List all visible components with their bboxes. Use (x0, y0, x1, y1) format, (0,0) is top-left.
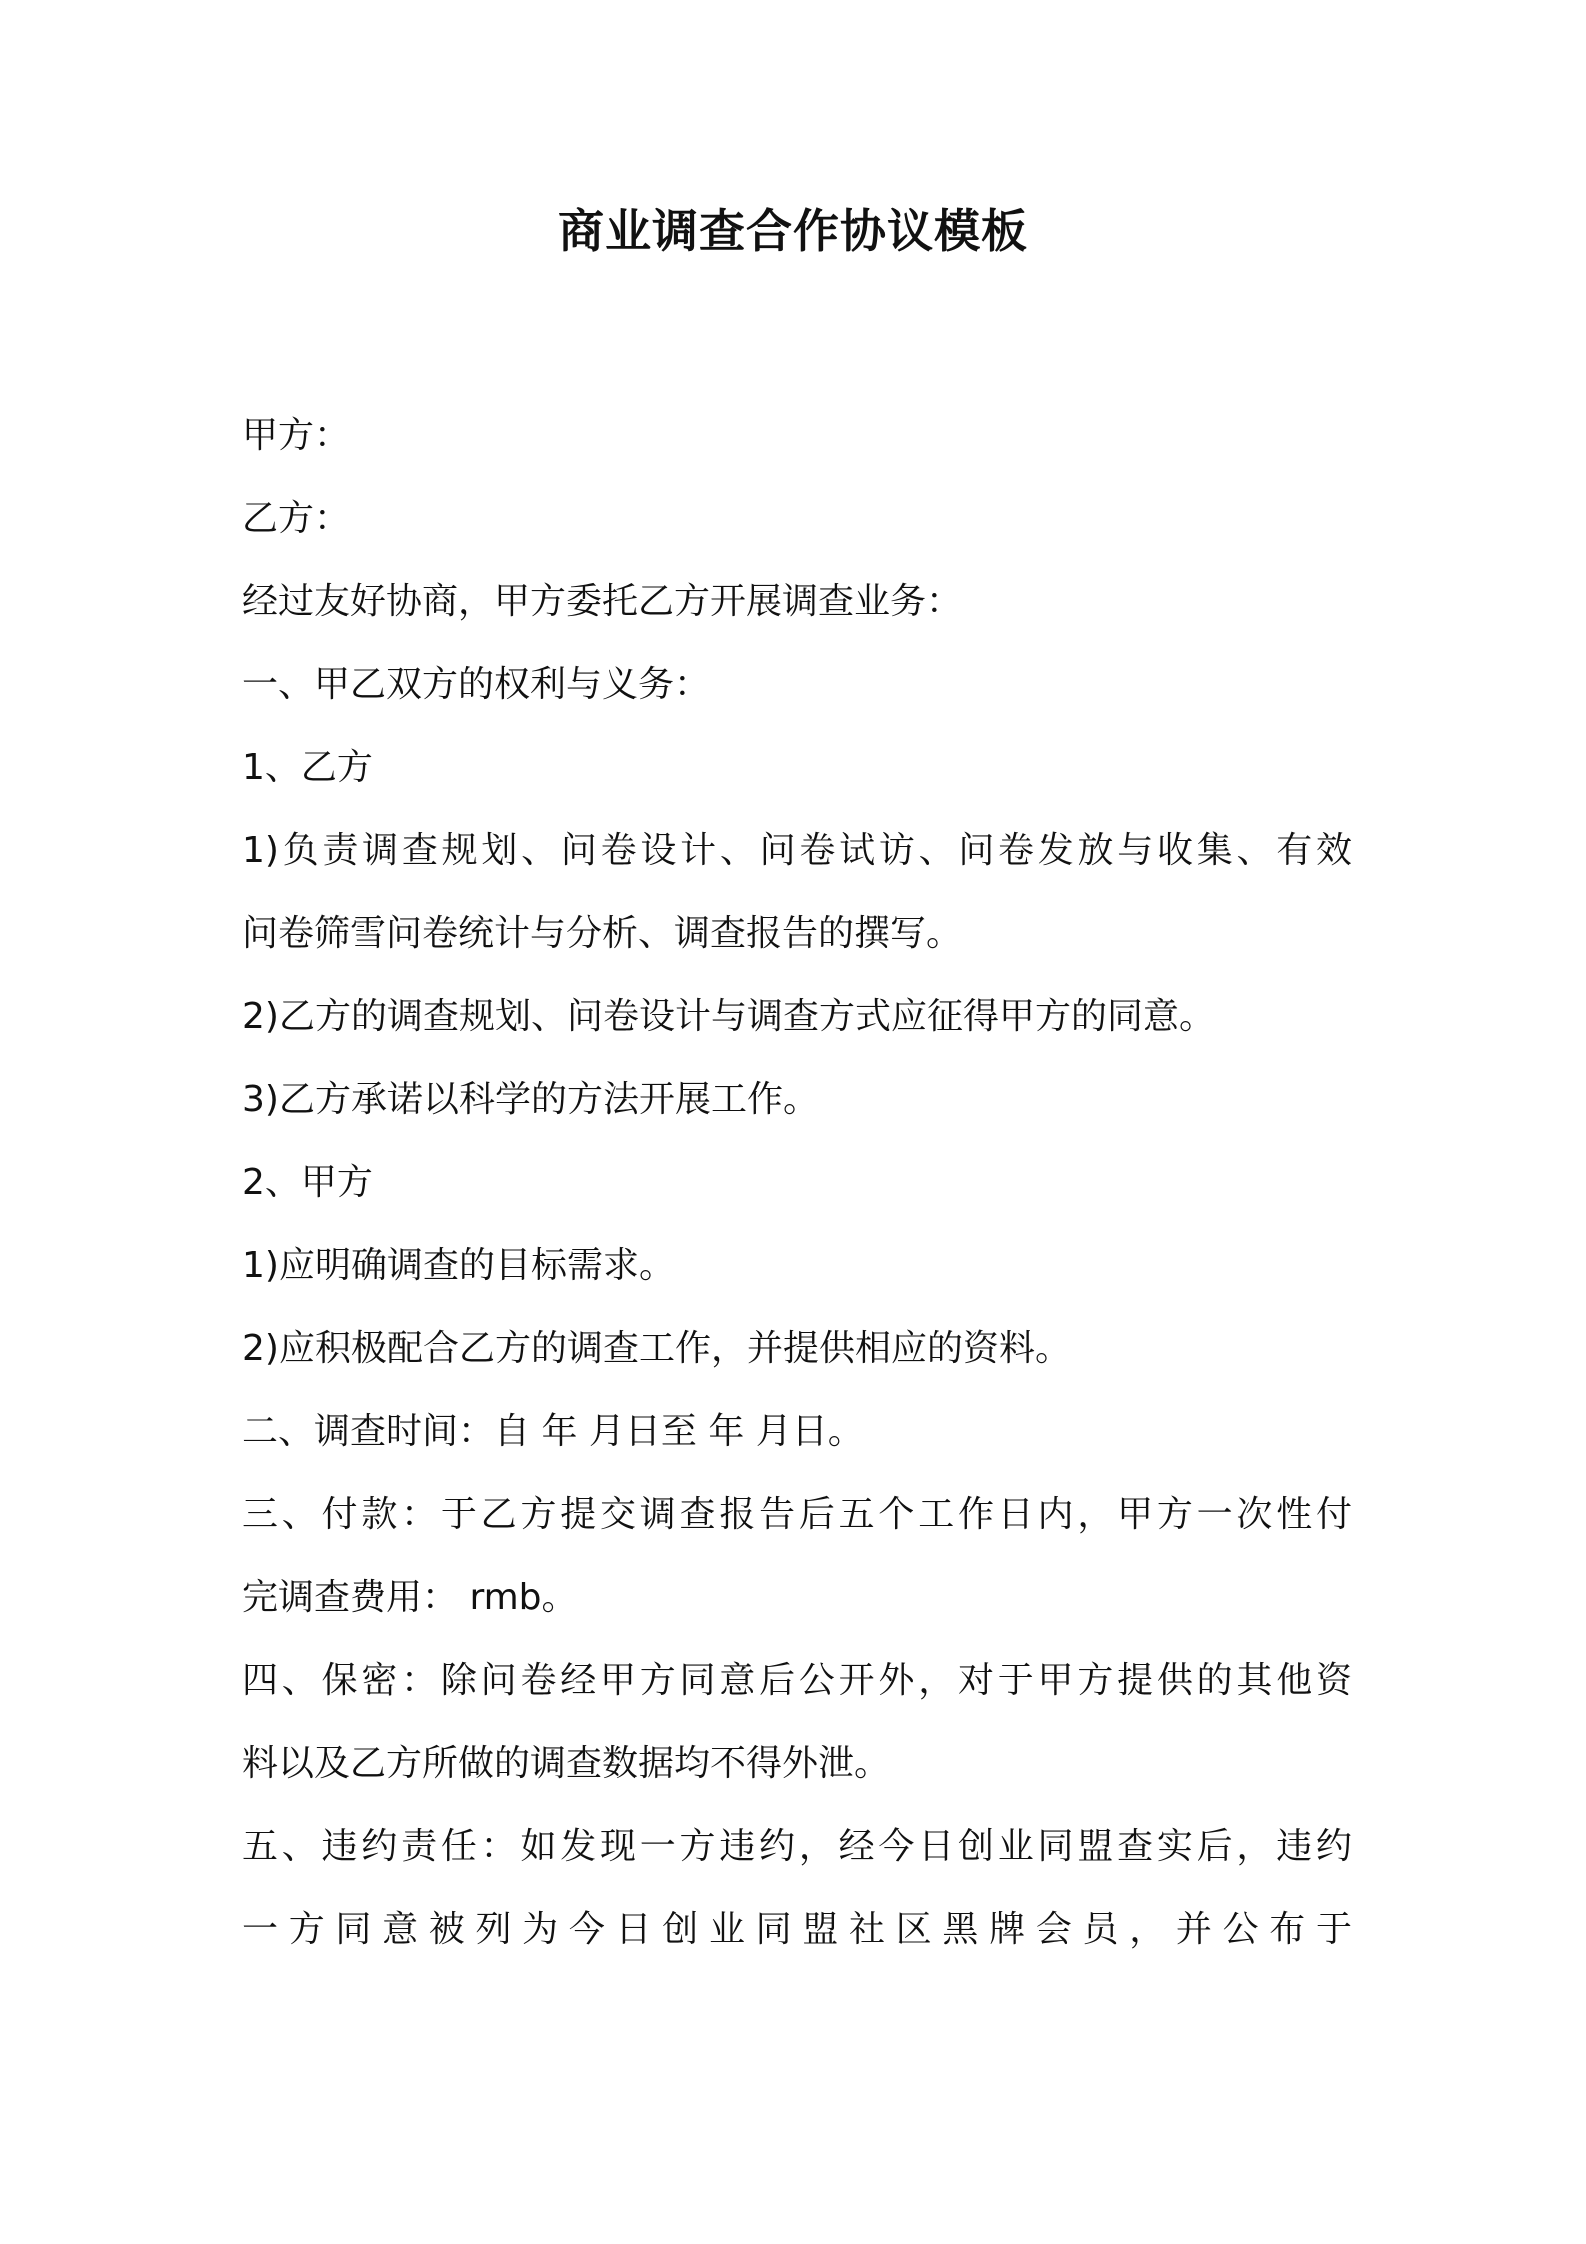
clause-line: 一方同意被列为今日创业同盟社区黑牌会员，并公布于 (242, 1909, 1352, 1950)
section-heading-payment: 三、付款：于乙方提交调查报告后五个工作日内，甲方一次性付 (242, 1494, 1352, 1535)
clause-line: 问卷筛雪问卷统计与分析、调查报告的撰写。 (242, 913, 963, 954)
subheading-party-a: 2、甲方 (242, 1162, 373, 1203)
clause-line: 料以及乙方所做的调查数据均不得外泄。 (242, 1743, 891, 1784)
clause-line: 2)应积极配合乙方的调查工作，并提供相应的资料。 (242, 1328, 1071, 1369)
clause-line: 完调查费用： rmb。 (242, 1577, 578, 1618)
subheading-party-b: 1、乙方 (242, 747, 373, 788)
document-title: 商业调查合作协议模板 (558, 204, 1028, 258)
section-heading-rights: 一、甲乙双方的权利与义务： (242, 664, 711, 705)
clause-line: 3)乙方承诺以科学的方法开展工作。 (242, 1079, 819, 1120)
section-heading-time: 二、调查时间：自 年 月日至 年 月日。 (242, 1411, 864, 1452)
clause-line: 1)负责调查规划、问卷设计、问卷试访、问卷发放与收集、有效 (242, 830, 1352, 871)
section-heading-confidentiality: 四、保密：除问卷经甲方同意后公开外，对于甲方提供的其他资 (242, 1660, 1352, 1701)
intro-line: 经过友好协商，甲方委托乙方开展调查业务： (242, 581, 963, 622)
clause-line: 2)乙方的调查规划、问卷设计与调查方式应征得甲方的同意。 (242, 996, 1215, 1037)
section-heading-breach: 五、违约责任：如发现一方违约，经今日创业同盟查实后，违约 (242, 1826, 1352, 1867)
party-b-line: 乙方： (242, 498, 351, 539)
clause-line: 1)应明确调查的目标需求。 (242, 1245, 675, 1286)
party-a-line: 甲方： (242, 415, 351, 456)
document-body (242, 410, 1352, 1987)
